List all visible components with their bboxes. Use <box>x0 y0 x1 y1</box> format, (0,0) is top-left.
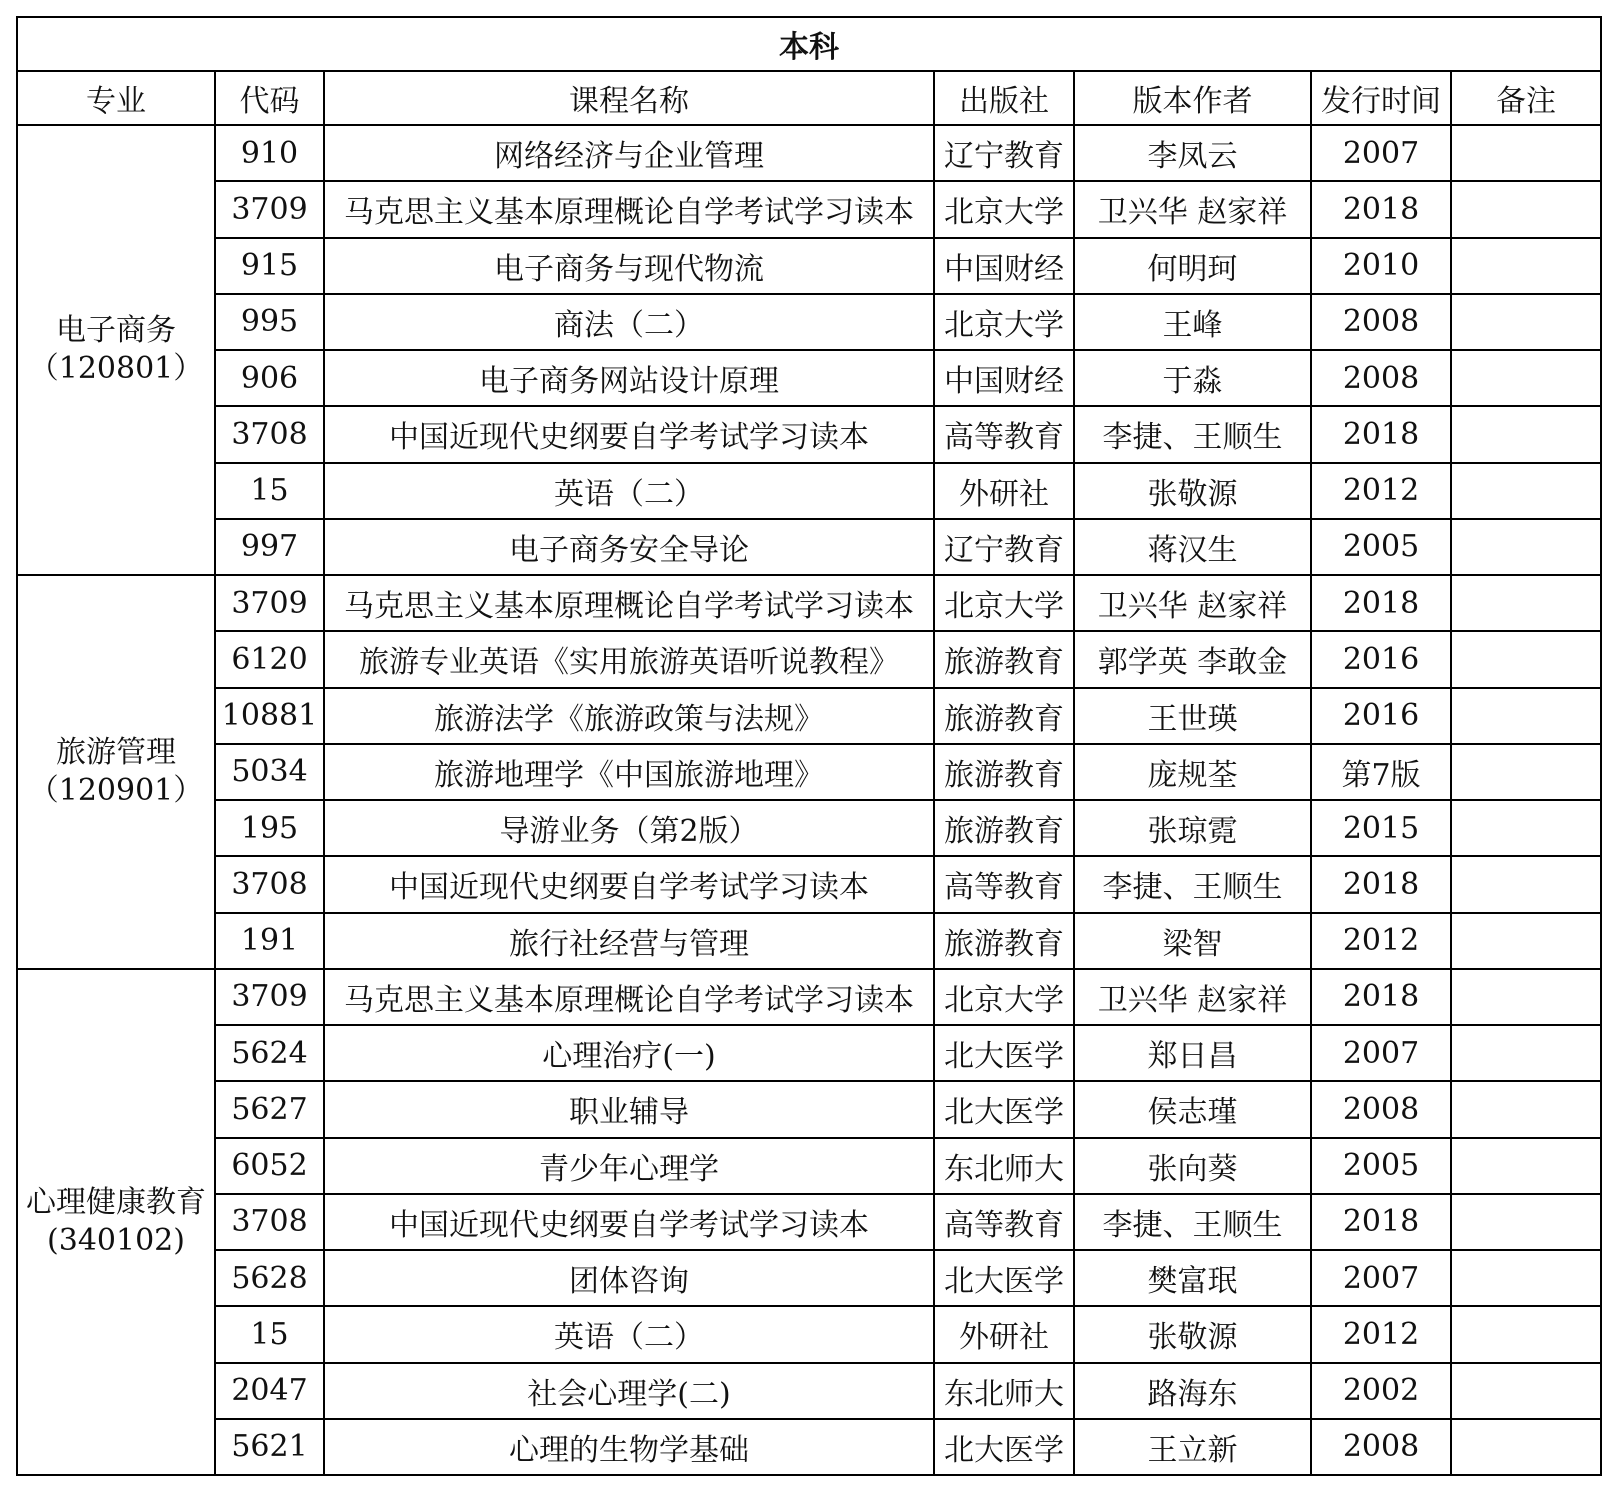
table-row <box>17 519 1601 575</box>
author-cell: 何明珂 <box>1074 238 1311 294</box>
code-cell: 15 <box>215 1306 324 1362</box>
code-cell: 5627 <box>215 1081 324 1137</box>
code-cell: 10881 <box>215 688 324 744</box>
course-name-cell: 心理的生物学基础 <box>324 1419 934 1475</box>
author-cell: 张敬源 <box>1074 463 1311 519</box>
author-cell: 庞规荃 <box>1074 744 1311 800</box>
code-cell: 5034 <box>215 744 324 800</box>
publisher-cell: 辽宁教育 <box>934 519 1074 575</box>
note-cell <box>1451 1363 1601 1419</box>
note-cell <box>1451 969 1601 1025</box>
publisher-cell: 北京大学 <box>934 181 1074 237</box>
course-name-cell: 商法（二） <box>324 294 934 350</box>
publisher-cell: 北大医学 <box>934 1250 1074 1306</box>
course-name-cell: 电子商务与现代物流 <box>324 238 934 294</box>
code-cell: 2047 <box>215 1363 324 1419</box>
year-cell: 2018 <box>1311 181 1451 237</box>
table-row <box>17 1194 1601 1250</box>
author-cell: 张向葵 <box>1074 1138 1311 1194</box>
note-cell <box>1451 800 1601 856</box>
note-cell <box>1451 744 1601 800</box>
table-row <box>17 1419 1601 1475</box>
year-cell: 第7版 <box>1311 744 1451 800</box>
header-major: 专业 <box>17 71 215 125</box>
code-cell: 906 <box>215 350 324 406</box>
author-cell: 蒋汉生 <box>1074 519 1311 575</box>
publisher-cell: 辽宁教育 <box>934 125 1074 181</box>
table-row <box>17 575 1601 631</box>
author-cell: 郑日昌 <box>1074 1025 1311 1081</box>
author-cell: 卫兴华 赵家祥 <box>1074 575 1311 631</box>
author-cell: 张琼霓 <box>1074 800 1311 856</box>
major-code: （120901） <box>28 772 204 808</box>
code-cell: 15 <box>215 463 324 519</box>
note-cell <box>1451 463 1601 519</box>
year-cell: 2007 <box>1311 125 1451 181</box>
publisher-cell: 外研社 <box>934 463 1074 519</box>
course-name-cell: 职业辅导 <box>324 1081 934 1137</box>
author-cell: 李捷、王顺生 <box>1074 856 1311 912</box>
note-cell <box>1451 1025 1601 1081</box>
table-row <box>17 463 1601 519</box>
author-cell: 李凤云 <box>1074 125 1311 181</box>
table-row <box>17 294 1601 350</box>
publisher-cell: 高等教育 <box>934 856 1074 912</box>
course-name-cell: 马克思主义基本原理概论自学考试学习读本 <box>324 181 934 237</box>
major-cell <box>17 575 215 969</box>
publisher-cell: 北京大学 <box>934 969 1074 1025</box>
publisher-cell: 东北师大 <box>934 1138 1074 1194</box>
header-author: 版本作者 <box>1074 71 1311 125</box>
author-cell: 樊富珉 <box>1074 1250 1311 1306</box>
table-row <box>17 350 1601 406</box>
course-name-cell: 心理治疗(一) <box>324 1025 934 1081</box>
header-publisher: 出版社 <box>934 71 1074 125</box>
year-cell: 2007 <box>1311 1025 1451 1081</box>
year-cell: 2007 <box>1311 1250 1451 1306</box>
note-cell <box>1451 856 1601 912</box>
header-row <box>17 71 1601 125</box>
year-cell: 2002 <box>1311 1363 1451 1419</box>
course-name-cell: 团体咨询 <box>324 1250 934 1306</box>
year-cell: 2010 <box>1311 238 1451 294</box>
table-row <box>17 1081 1601 1137</box>
note-cell <box>1451 406 1601 462</box>
year-cell: 2012 <box>1311 913 1451 969</box>
author-cell: 侯志瑾 <box>1074 1081 1311 1137</box>
year-cell: 2005 <box>1311 519 1451 575</box>
course-name-cell: 网络经济与企业管理 <box>324 125 934 181</box>
course-name-cell: 旅游专业英语《实用旅游英语听说教程》 <box>324 631 934 687</box>
publisher-cell: 旅游教育 <box>934 688 1074 744</box>
publisher-cell: 高等教育 <box>934 406 1074 462</box>
author-cell: 郭学英 李敢金 <box>1074 631 1311 687</box>
year-cell: 2015 <box>1311 800 1451 856</box>
course-name-cell: 社会心理学(二) <box>324 1363 934 1419</box>
year-cell: 2018 <box>1311 969 1451 1025</box>
table-row <box>17 969 1601 1025</box>
year-cell: 2016 <box>1311 688 1451 744</box>
author-cell: 李捷、王顺生 <box>1074 406 1311 462</box>
course-name-cell: 中国近现代史纲要自学考试学习读本 <box>324 406 934 462</box>
table-row <box>17 688 1601 744</box>
code-cell: 995 <box>215 294 324 350</box>
major-name: 旅游管理 <box>56 734 176 770</box>
note-cell <box>1451 1250 1601 1306</box>
year-cell: 2016 <box>1311 631 1451 687</box>
note-cell <box>1451 1419 1601 1475</box>
note-cell <box>1451 1194 1601 1250</box>
course-name-cell: 中国近现代史纲要自学考试学习读本 <box>324 856 934 912</box>
course-name-cell: 英语（二） <box>324 1306 934 1362</box>
code-cell: 3709 <box>215 969 324 1025</box>
year-cell: 2012 <box>1311 1306 1451 1362</box>
table-row <box>17 631 1601 687</box>
note-cell <box>1451 238 1601 294</box>
note-cell <box>1451 294 1601 350</box>
header-year: 发行时间 <box>1311 71 1451 125</box>
code-cell: 997 <box>215 519 324 575</box>
table-row <box>17 856 1601 912</box>
code-cell: 6052 <box>215 1138 324 1194</box>
course-name-cell: 马克思主义基本原理概论自学考试学习读本 <box>324 575 934 631</box>
publisher-cell: 北大医学 <box>934 1081 1074 1137</box>
course-name-cell: 旅游地理学《中国旅游地理》 <box>324 744 934 800</box>
year-cell: 2012 <box>1311 463 1451 519</box>
author-cell: 卫兴华 赵家祥 <box>1074 969 1311 1025</box>
code-cell: 191 <box>215 913 324 969</box>
note-cell <box>1451 1138 1601 1194</box>
author-cell: 梁智 <box>1074 913 1311 969</box>
table-row <box>17 800 1601 856</box>
course-name-cell: 电子商务安全导论 <box>324 519 934 575</box>
table-row <box>17 1250 1601 1306</box>
title-row <box>17 17 1601 71</box>
code-cell: 5621 <box>215 1419 324 1475</box>
course-name-cell: 电子商务网站设计原理 <box>324 350 934 406</box>
note-cell <box>1451 181 1601 237</box>
note-cell <box>1451 1081 1601 1137</box>
table-row <box>17 1306 1601 1362</box>
code-cell: 6120 <box>215 631 324 687</box>
note-cell <box>1451 519 1601 575</box>
year-cell: 2005 <box>1311 1138 1451 1194</box>
table-row <box>17 1025 1601 1081</box>
table-row <box>17 913 1601 969</box>
publisher-cell: 北京大学 <box>934 294 1074 350</box>
code-cell: 195 <box>215 800 324 856</box>
note-cell <box>1451 688 1601 744</box>
note-cell <box>1451 350 1601 406</box>
note-cell <box>1451 1306 1601 1362</box>
table-row <box>17 1363 1601 1419</box>
course-name-cell: 英语（二） <box>324 463 934 519</box>
course-table <box>16 16 1602 1476</box>
code-cell: 3708 <box>215 1194 324 1250</box>
year-cell: 2008 <box>1311 350 1451 406</box>
publisher-cell: 旅游教育 <box>934 744 1074 800</box>
publisher-cell: 旅游教育 <box>934 631 1074 687</box>
year-cell: 2018 <box>1311 856 1451 912</box>
note-cell <box>1451 631 1601 687</box>
publisher-cell: 高等教育 <box>934 1194 1074 1250</box>
author-cell: 李捷、王顺生 <box>1074 1194 1311 1250</box>
author-cell: 王世瑛 <box>1074 688 1311 744</box>
code-cell: 3709 <box>215 181 324 237</box>
author-cell: 路海东 <box>1074 1363 1311 1419</box>
table-title: 本科 <box>17 17 1601 71</box>
publisher-cell: 北大医学 <box>934 1025 1074 1081</box>
header-course: 课程名称 <box>324 71 934 125</box>
table-row <box>17 406 1601 462</box>
note-cell <box>1451 575 1601 631</box>
course-name-cell: 导游业务（第2版） <box>324 800 934 856</box>
course-name-cell: 旅游法学《旅游政策与法规》 <box>324 688 934 744</box>
year-cell: 2018 <box>1311 1194 1451 1250</box>
publisher-cell: 中国财经 <box>934 350 1074 406</box>
code-cell: 915 <box>215 238 324 294</box>
major-code: （120801） <box>28 351 204 386</box>
course-name-cell: 旅行社经营与管理 <box>324 913 934 969</box>
year-cell: 2018 <box>1311 575 1451 631</box>
code-cell: 5628 <box>215 1250 324 1306</box>
table-row <box>17 1138 1601 1194</box>
year-cell: 2008 <box>1311 1419 1451 1475</box>
publisher-cell: 中国财经 <box>934 238 1074 294</box>
major-cell <box>17 969 215 1475</box>
course-name-cell: 青少年心理学 <box>324 1138 934 1194</box>
course-name-cell: 马克思主义基本原理概论自学考试学习读本 <box>324 969 934 1025</box>
table-row <box>17 125 1601 181</box>
header-code: 代码 <box>215 71 324 125</box>
code-cell: 3708 <box>215 856 324 912</box>
year-cell: 2008 <box>1311 294 1451 350</box>
author-cell: 王峰 <box>1074 294 1311 350</box>
author-cell: 于淼 <box>1074 350 1311 406</box>
note-cell <box>1451 913 1601 969</box>
year-cell: 2018 <box>1311 406 1451 462</box>
note-cell <box>1451 125 1601 181</box>
course-name-cell: 中国近现代史纲要自学考试学习读本 <box>324 1194 934 1250</box>
major-code: (340102) <box>47 1222 185 1258</box>
year-cell: 2008 <box>1311 1081 1451 1137</box>
publisher-cell: 旅游教育 <box>934 800 1074 856</box>
table-body <box>17 125 1601 1475</box>
publisher-cell: 外研社 <box>934 1306 1074 1362</box>
table-row <box>17 238 1601 294</box>
author-cell: 卫兴华 赵家祥 <box>1074 181 1311 237</box>
publisher-cell: 东北师大 <box>934 1363 1074 1419</box>
code-cell: 3708 <box>215 406 324 462</box>
major-name: 电子商务 <box>56 313 176 348</box>
code-cell: 5624 <box>215 1025 324 1081</box>
publisher-cell: 北大医学 <box>934 1419 1074 1475</box>
publisher-cell: 北京大学 <box>934 575 1074 631</box>
header-note: 备注 <box>1451 71 1601 125</box>
code-cell: 3709 <box>215 575 324 631</box>
author-cell: 张敬源 <box>1074 1306 1311 1362</box>
code-cell: 910 <box>215 125 324 181</box>
major-name: 心理健康教育 <box>26 1184 206 1220</box>
publisher-cell: 旅游教育 <box>934 913 1074 969</box>
author-cell: 王立新 <box>1074 1419 1311 1475</box>
table-row <box>17 181 1601 237</box>
table-row <box>17 744 1601 800</box>
major-cell <box>17 125 215 575</box>
